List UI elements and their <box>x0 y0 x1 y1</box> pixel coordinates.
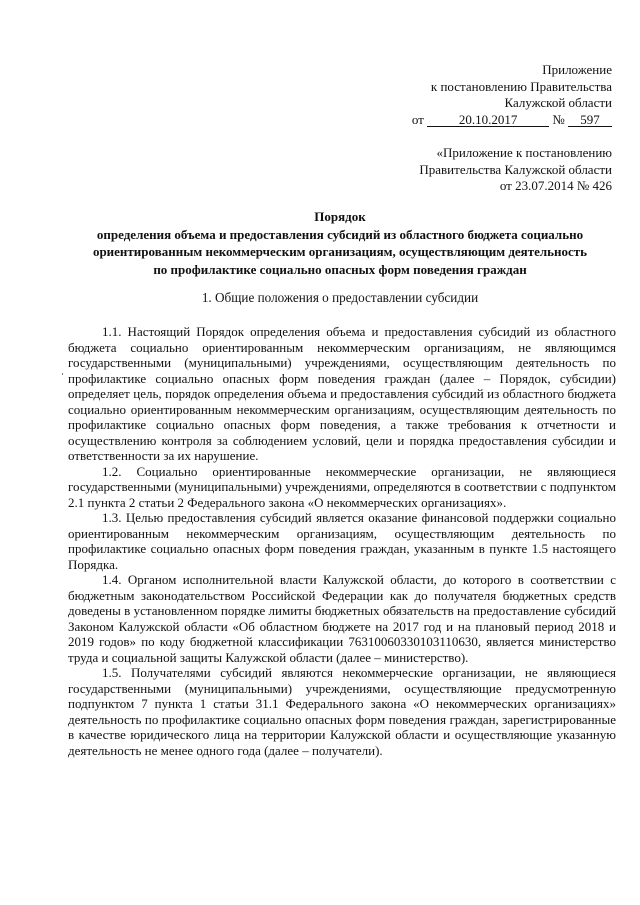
appendix-number: 597 <box>568 113 612 127</box>
appendix-date-line <box>412 112 612 129</box>
paragraph-1-2: 1.2. Социально ориентированные некоммерческие организации, не являющиеся государственными (муниципальными) учреждениями, определяются в соответствии с подпунктом 2.1 пункта 2 статьи 2 Федерального закона «О некоммерческих организациях». <box>68 463 616 510</box>
title-line-3: ориентированным некоммерческим организациям, осуществляющим деятельность <box>92 244 588 259</box>
from-label: от <box>411 111 424 127</box>
paragraph-1-3: 1.3. Целью предоставления субсидий является оказание финансовой поддержки социально ориентированным некоммерческим организациям, осуществляющим деятельность по профилактике социально опасных форм поведения граждан, указанным в пункте 1.5 настоящего Порядка. <box>68 510 616 572</box>
scan-speck <box>62 373 63 375</box>
appendix-line-1: Приложение <box>542 62 612 77</box>
appendix-line-2: к постановлению Правительства <box>430 78 612 94</box>
section-title: 1. Общие положения о предоставлении субсидии <box>201 290 479 305</box>
amendment-line-2: Правительства Калужской области <box>419 161 612 177</box>
paragraph-1-4: 1.4. Органом исполнительной власти Калужской области, до которого в соответствии с бюджетным законодательством Российской Федерации как до получателя бюджетных средств доведены в установленном порядке лимиты бюджетных обязательств на предоставление субсидий Законом Калужской области «Об областном бюджете на 2017 год и на плановый период 2018 и 2019 годов» по коду бюджетной классификации 76310060330103110630, является министерство труда и социальной защиты Калужской области (далее – министерство). <box>68 572 616 665</box>
title-line-2: определения объема и предоставления субсидий из областного бюджета социально <box>96 226 584 242</box>
amendment-line-1: «Приложение к постановлению <box>436 145 612 160</box>
appendix-block <box>412 62 612 128</box>
appendix-date: 20.10.2017 <box>427 113 549 127</box>
amendment-block <box>419 145 612 195</box>
title-line-1: Порядок <box>314 209 366 224</box>
appendix-line-3: Калужской области <box>504 95 612 110</box>
paragraph-1-5: 1.5. Получателями субсидий являются некоммерческие организации, не являющиеся государственными (муниципальными) учреждениями, осуществляющие предусмотренную подпунктом 7 пункта 1 статьи 31.1 Федерального закона «О некоммерческих организациях» деятельность по профилактике социально опасных форм поведения граждан, зарегистрированные в качестве юридического лица на территории Калужской области и осуществляющие указанную деятельность не менее одного года (далее – получатели). <box>68 665 616 758</box>
title-line-4: по профилактике социально опасных форм поведения граждан <box>153 261 527 277</box>
document-body <box>68 324 616 758</box>
document-title <box>60 208 620 278</box>
paragraph-1-1: 1.1. Настоящий Порядок определения объема и предоставления субсидий из областного бюджета социально ориентированным некоммерческим организациям, не являющимся государственными (муниципальными) учреждениями, осуществляющим деятельность по профилактике социально опасных форм поведения граждан (далее – Порядок, субсидии) определяет цель, порядок определения объема и предоставления субсидий из областного бюджета социально ориентированным некоммерческим организациям, осуществляющим деятельность по профилактике социально опасных форм поведения, а также требования к отчетности и осуществлению контроля за соблюдением условий, цели и порядка предоставления субсидии и ответственности за их нарушение. <box>68 324 616 463</box>
number-label: № <box>552 111 565 127</box>
amendment-line-3: от 23.07.2014 № 426 <box>499 178 612 193</box>
